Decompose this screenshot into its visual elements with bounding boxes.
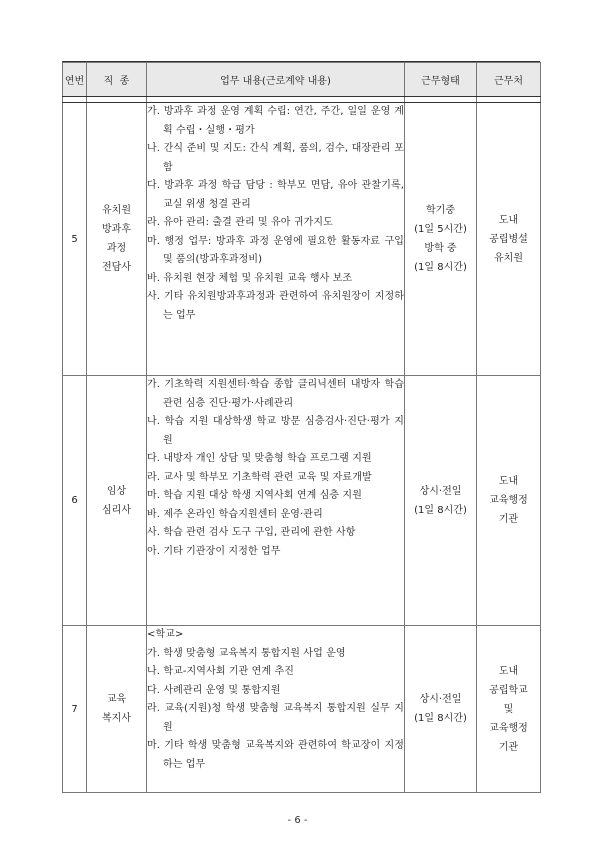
work-place: 도내 교육행정 기관 bbox=[477, 376, 541, 626]
job-title: 교육 복지사 bbox=[87, 626, 147, 793]
list-item: 아. 기타 기관장이 지정한 업무 bbox=[147, 545, 281, 557]
table-row bbox=[63, 626, 541, 793]
work-place: 도내 공립학교 및 교육행정 기관 bbox=[477, 626, 541, 793]
list-item: 가. 기초학력 지원센터·학습 종합 클리닉센터 내방자 학습 관련 심층 진단·평가·사례관리 bbox=[147, 379, 404, 409]
work-type: 상시·전일 (1일 8시간) bbox=[405, 626, 477, 793]
list-item: 라. 교사 및 학부모 기초학력 관련 교육 및 자료개발 bbox=[147, 471, 372, 483]
list-item: 마. 학습 지원 대상 학생 지역사회 연계 심층 지원 bbox=[147, 490, 362, 501]
list-item: 라. 교육(지원)청 학생 맞춤형 교육복지 통합지원 실무 지원 bbox=[147, 703, 404, 733]
list-item: 마. 행정 업무: 방과후 과정 운영에 필요한 활동자료 구입 및 품의(방과후과정비) bbox=[147, 235, 404, 265]
table-header-row bbox=[63, 63, 541, 97]
list-item: 다. 사례관리 운영 및 통합지원 bbox=[147, 684, 281, 696]
header-duties: 업무 내용(근로계약 내용) bbox=[147, 63, 405, 97]
list-item: 가. 학생 맞춤형 교육복지 통합지원 사업 운영 bbox=[147, 647, 346, 659]
duties-cell bbox=[147, 376, 405, 626]
work-type: 학기중 (1일 5시간) 방학 중 (1일 8시간) bbox=[405, 103, 477, 376]
table-row bbox=[63, 376, 541, 626]
header-type: 근무형태 bbox=[405, 63, 477, 97]
header-no: 연번 bbox=[63, 63, 87, 97]
row-number: 6 bbox=[63, 376, 87, 626]
row-number: 7 bbox=[63, 626, 87, 793]
table-row bbox=[63, 103, 541, 376]
work-place: 도내 공립병설 유치원 bbox=[477, 103, 541, 376]
list-item: 라. 유아 관리: 출결 관리 및 유아 귀가지도 bbox=[147, 217, 333, 228]
duties-cell bbox=[147, 626, 405, 793]
list-item: 다. 방과후 과정 학급 담당 : 학부모 면담, 유아 관찰기록, 교실 위생 청결 관리 bbox=[147, 180, 404, 210]
list-item: 나. 학습 지원 대상학생 학교 방문 심층검사·진단·평가 지원 bbox=[147, 416, 404, 446]
list-item: 사. 학습 관련 검사 도구 구입, 관리에 관한 사항 bbox=[147, 527, 356, 538]
list-item: 나. 간식 준비 및 지도: 간식 계획, 품의, 검수, 대장관리 포함 bbox=[147, 143, 404, 173]
job-title: 임상 심리사 bbox=[87, 376, 147, 626]
work-type: 상시·전일 (1일 8시간) bbox=[405, 376, 477, 626]
job-title: 유치원 방과후 과정 전담사 bbox=[87, 103, 147, 376]
list-item: 나. 학교-지역사회 기관 연계 추진 bbox=[147, 666, 294, 677]
list-item: 바. 제주 온라인 학습지원센터 운영·관리 bbox=[147, 508, 323, 520]
list-item: 바. 유치원 현장 체험 및 유치원 교육 행사 보조 bbox=[147, 272, 353, 284]
list-item: 마. 기타 학생 맞춤형 교육복지와 관련하여 학교장이 지정하는 업무 bbox=[147, 740, 404, 770]
job-duties-table bbox=[62, 62, 541, 793]
page-number: - 6 - bbox=[287, 815, 308, 826]
header-job: 직 종 bbox=[87, 63, 147, 97]
duties-cell bbox=[147, 103, 405, 376]
list-item: <학교> bbox=[147, 629, 184, 640]
list-item: 사. 기타 유치원방과후과정과 관련하여 유치원장이 지정하는 업무 bbox=[147, 291, 404, 321]
list-item: 다. 내방자 개인 상담 및 맞춤형 학습 프로그램 지원 bbox=[147, 453, 372, 464]
header-place: 근무처 bbox=[477, 63, 541, 97]
row-number: 5 bbox=[63, 103, 87, 376]
list-item: 가. 방과후 과정 운영 계획 수립: 연간, 주간, 일일 운영 계획 수립・실행・평가 bbox=[147, 106, 404, 136]
